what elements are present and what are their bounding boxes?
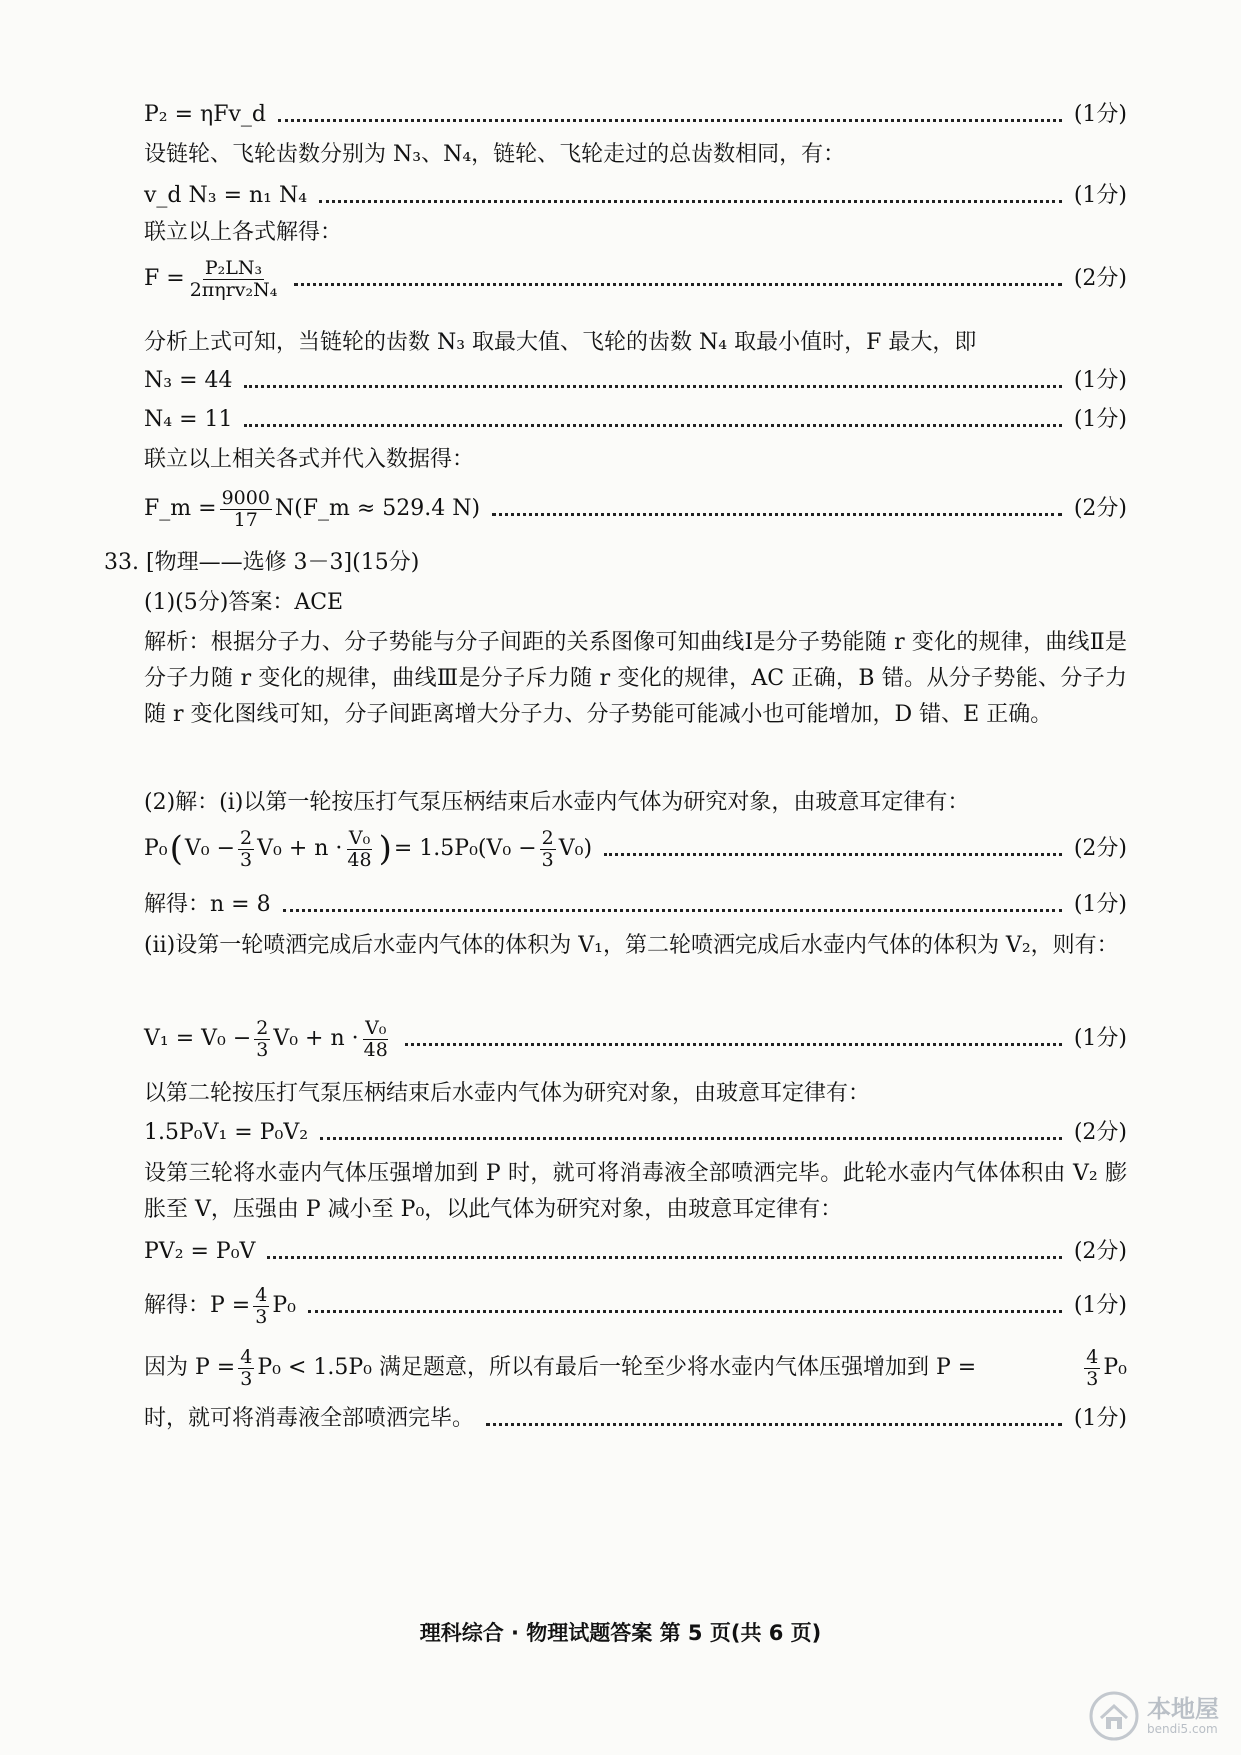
equation-term: P₀ (144, 836, 168, 862)
conclusion-text: P₀ (1103, 1355, 1127, 1381)
fraction-denominator: 48 (347, 848, 372, 871)
fraction (238, 1347, 254, 1390)
analysis-paragraph: 解析：根据分子力、分子势能与分子间距的关系图像可知曲线Ⅰ是分子势能随 r 变化的规律，曲线Ⅱ是分子力随 r 变化的规律，曲线Ⅲ是分子斥力随 r 变化的规律，AC 正确，B 错。从分子势能、分子力随 r 变化图线可知，分子间距离增大分子力、分子势能可能减小也可能增加，D 错、E 正确。 (144, 630, 1127, 727)
equation-n4 (144, 405, 1127, 435)
score-mark: (1分) (1073, 368, 1127, 393)
equation-expr: N₃ = 44 (144, 368, 233, 393)
fraction-denominator: 48 (363, 1038, 388, 1061)
equation-expr: 1.5P₀V₁ = P₀V₂ (144, 1120, 309, 1145)
equation-expr (144, 1285, 296, 1328)
text-paragraph: (ⅱ)设第一轮喷洒完成后水壶内气体的体积为 V₁，第二轮喷洒完成后水壶内气体的体积为 V₂，则有： (144, 933, 1119, 958)
equation-boyle-2 (144, 1118, 1127, 1148)
score-mark: (2分) (1073, 266, 1127, 292)
fraction (238, 828, 254, 871)
fraction-numerator: 2 (541, 827, 554, 849)
score-mark: (1分) (1073, 407, 1127, 432)
equation-term: V₀ + n · (273, 1026, 359, 1052)
score-mark: (2分) (1073, 836, 1127, 862)
fraction (253, 1285, 269, 1328)
equation-term: V₀ + n · (257, 836, 343, 862)
leader-dots (244, 383, 1061, 388)
leader-dots (244, 422, 1061, 427)
equation-expr (144, 1018, 393, 1061)
text-line: 以第二轮按压打气泵压柄结束后水壶内气体为研究对象，由玻意耳定律有： (144, 1081, 871, 1106)
watermark-name: 本地屋 (1147, 1695, 1219, 1723)
leader-dots (278, 117, 1062, 122)
fraction-denominator: 3 (541, 848, 554, 871)
solution-n (144, 890, 1127, 920)
score-mark: (2分) (1073, 496, 1127, 522)
equation-lhs: F = (144, 266, 185, 292)
fraction (540, 828, 556, 871)
answer-line: (1)(5分)答案：ACE (144, 590, 344, 615)
fraction-denominator: 3 (1086, 1367, 1099, 1390)
conclusion-text: 因为 P = (144, 1355, 236, 1381)
leader-dots (294, 281, 1061, 286)
equation-n3 (144, 366, 1127, 396)
equation-term: V₁ = V₀ − (144, 1026, 252, 1052)
equation-expr: N₄ = 11 (144, 407, 233, 432)
leader-dots (267, 1254, 1061, 1259)
text-line: 设链轮、飞轮齿数分别为 N₃、N₄，链轮、飞轮走过的总齿数相同，有： (144, 142, 846, 167)
score-mark: (2分) (1073, 1120, 1127, 1145)
score-mark: (1分) (1073, 102, 1127, 127)
fraction-numerator: 4 (1086, 1346, 1099, 1368)
equation-term: 解得：P = (144, 1293, 251, 1319)
text-line: 联立以上相关各式并代入数据得： (144, 447, 475, 472)
equation-expr (144, 488, 480, 531)
left-paren: ( (169, 829, 183, 870)
leader-dots (320, 1135, 1062, 1140)
equation-force (144, 258, 1127, 301)
equation-term: P₀ (272, 1293, 296, 1319)
equation-expr: P₂ = ηFv_d (144, 102, 266, 127)
fraction (362, 1018, 390, 1061)
equation-fm (144, 488, 1127, 531)
equation-boyle-3 (144, 1237, 1127, 1267)
fraction (1084, 1347, 1100, 1390)
right-paren: ) (378, 829, 392, 870)
score-mark: (1分) (1073, 183, 1127, 208)
leader-dots (319, 198, 1062, 203)
score-mark: (1分) (1073, 1406, 1127, 1431)
fraction-denominator: 3 (240, 1367, 253, 1390)
equation-expr: 解得：n = 8 (144, 892, 271, 917)
solution-p (144, 1285, 1127, 1328)
equation-expr: PV₂ = P₀V (144, 1239, 256, 1264)
fraction-denominator: 3 (255, 1305, 268, 1328)
score-mark: (2分) (1073, 1239, 1127, 1264)
fraction-numerator: V₀ (365, 1017, 387, 1039)
watermark-url: bendi5.com (1147, 1722, 1218, 1736)
final-line (144, 1404, 1127, 1434)
equation-term: V₀) (558, 836, 593, 862)
fraction-numerator: 2 (256, 1017, 269, 1039)
equation-p2 (144, 100, 1127, 130)
leader-dots (604, 851, 1062, 856)
fraction (345, 828, 373, 871)
fraction-numerator: 4 (240, 1346, 253, 1368)
fraction-denominator: 2πηrv₂N₄ (189, 278, 278, 301)
equation-v1 (144, 1018, 1127, 1061)
fraction-denominator: 17 (233, 508, 258, 531)
score-mark: (1分) (1073, 892, 1127, 917)
fraction-denominator: 3 (256, 1038, 269, 1061)
conclusion-text: P₀ < 1.5P₀ 满足题意，所以有最后一轮至少将水壶内气体压强增加到 P = (257, 1355, 977, 1381)
equation-boyle-1 (144, 828, 1127, 871)
leader-dots (492, 511, 1062, 516)
leader-dots (308, 1308, 1062, 1313)
equation-lhs: F_m = (144, 496, 217, 522)
text-line: 联立以上各式解得： (144, 220, 343, 245)
fraction-numerator: 9000 (221, 487, 270, 509)
text-line: (2)解：(ⅰ)以第一轮按压打气泵压柄结束后水壶内气体为研究对象，由玻意耳定律有： (144, 790, 970, 815)
fraction-numerator: 4 (255, 1284, 268, 1306)
text-line: 分析上式可知，当链轮的齿数 N₃ 取最大值、飞轮的齿数 N₄ 取最小值时，F 最大，即 (144, 330, 977, 355)
fraction-denominator: 3 (240, 848, 253, 871)
fraction-numerator: P₂LN₃ (204, 257, 263, 279)
fraction (254, 1018, 270, 1061)
score-mark: (1分) (1073, 1026, 1127, 1052)
fraction (220, 488, 272, 531)
equation-teeth (144, 181, 1127, 211)
question-heading: 33. [物理——选修 3－3](15分) (104, 550, 420, 575)
leader-dots (405, 1041, 1062, 1046)
leader-dots (283, 907, 1062, 912)
page-footer: 理科综合 · 物理试题答案 第 5 页(共 6 页) (419, 1621, 822, 1645)
fraction-numerator: V₀ (348, 827, 371, 849)
equation-expr: v_d N₃ = n₁ N₄ (144, 183, 308, 208)
equation-term: = 1.5P₀(V₀ − (393, 836, 537, 862)
watermark-logo (1089, 1691, 1219, 1741)
equation-expr (144, 828, 592, 871)
equation-tail: N(F_m ≈ 529.4 N) (274, 496, 481, 522)
equation-expr (144, 258, 282, 301)
text-paragraph: 设第三轮将水壶内气体压强增加到 P 时，就可将消毒液全部喷洒完毕。此轮水壶内气体体积由 V₂ 膨胀至 V，压强由 P 减小至 P₀，以此气体为研究对象，由玻意耳定律有： (144, 1161, 1127, 1222)
leader-dots (486, 1421, 1062, 1426)
fraction-numerator: 2 (240, 827, 253, 849)
equation-term: V₀ − (184, 836, 236, 862)
final-text: 时，就可将消毒液全部喷洒完毕。 (144, 1406, 475, 1431)
house-icon (1089, 1691, 1139, 1741)
score-mark: (1分) (1073, 1293, 1127, 1319)
fraction (188, 258, 280, 301)
conclusion-line (144, 1347, 1127, 1390)
